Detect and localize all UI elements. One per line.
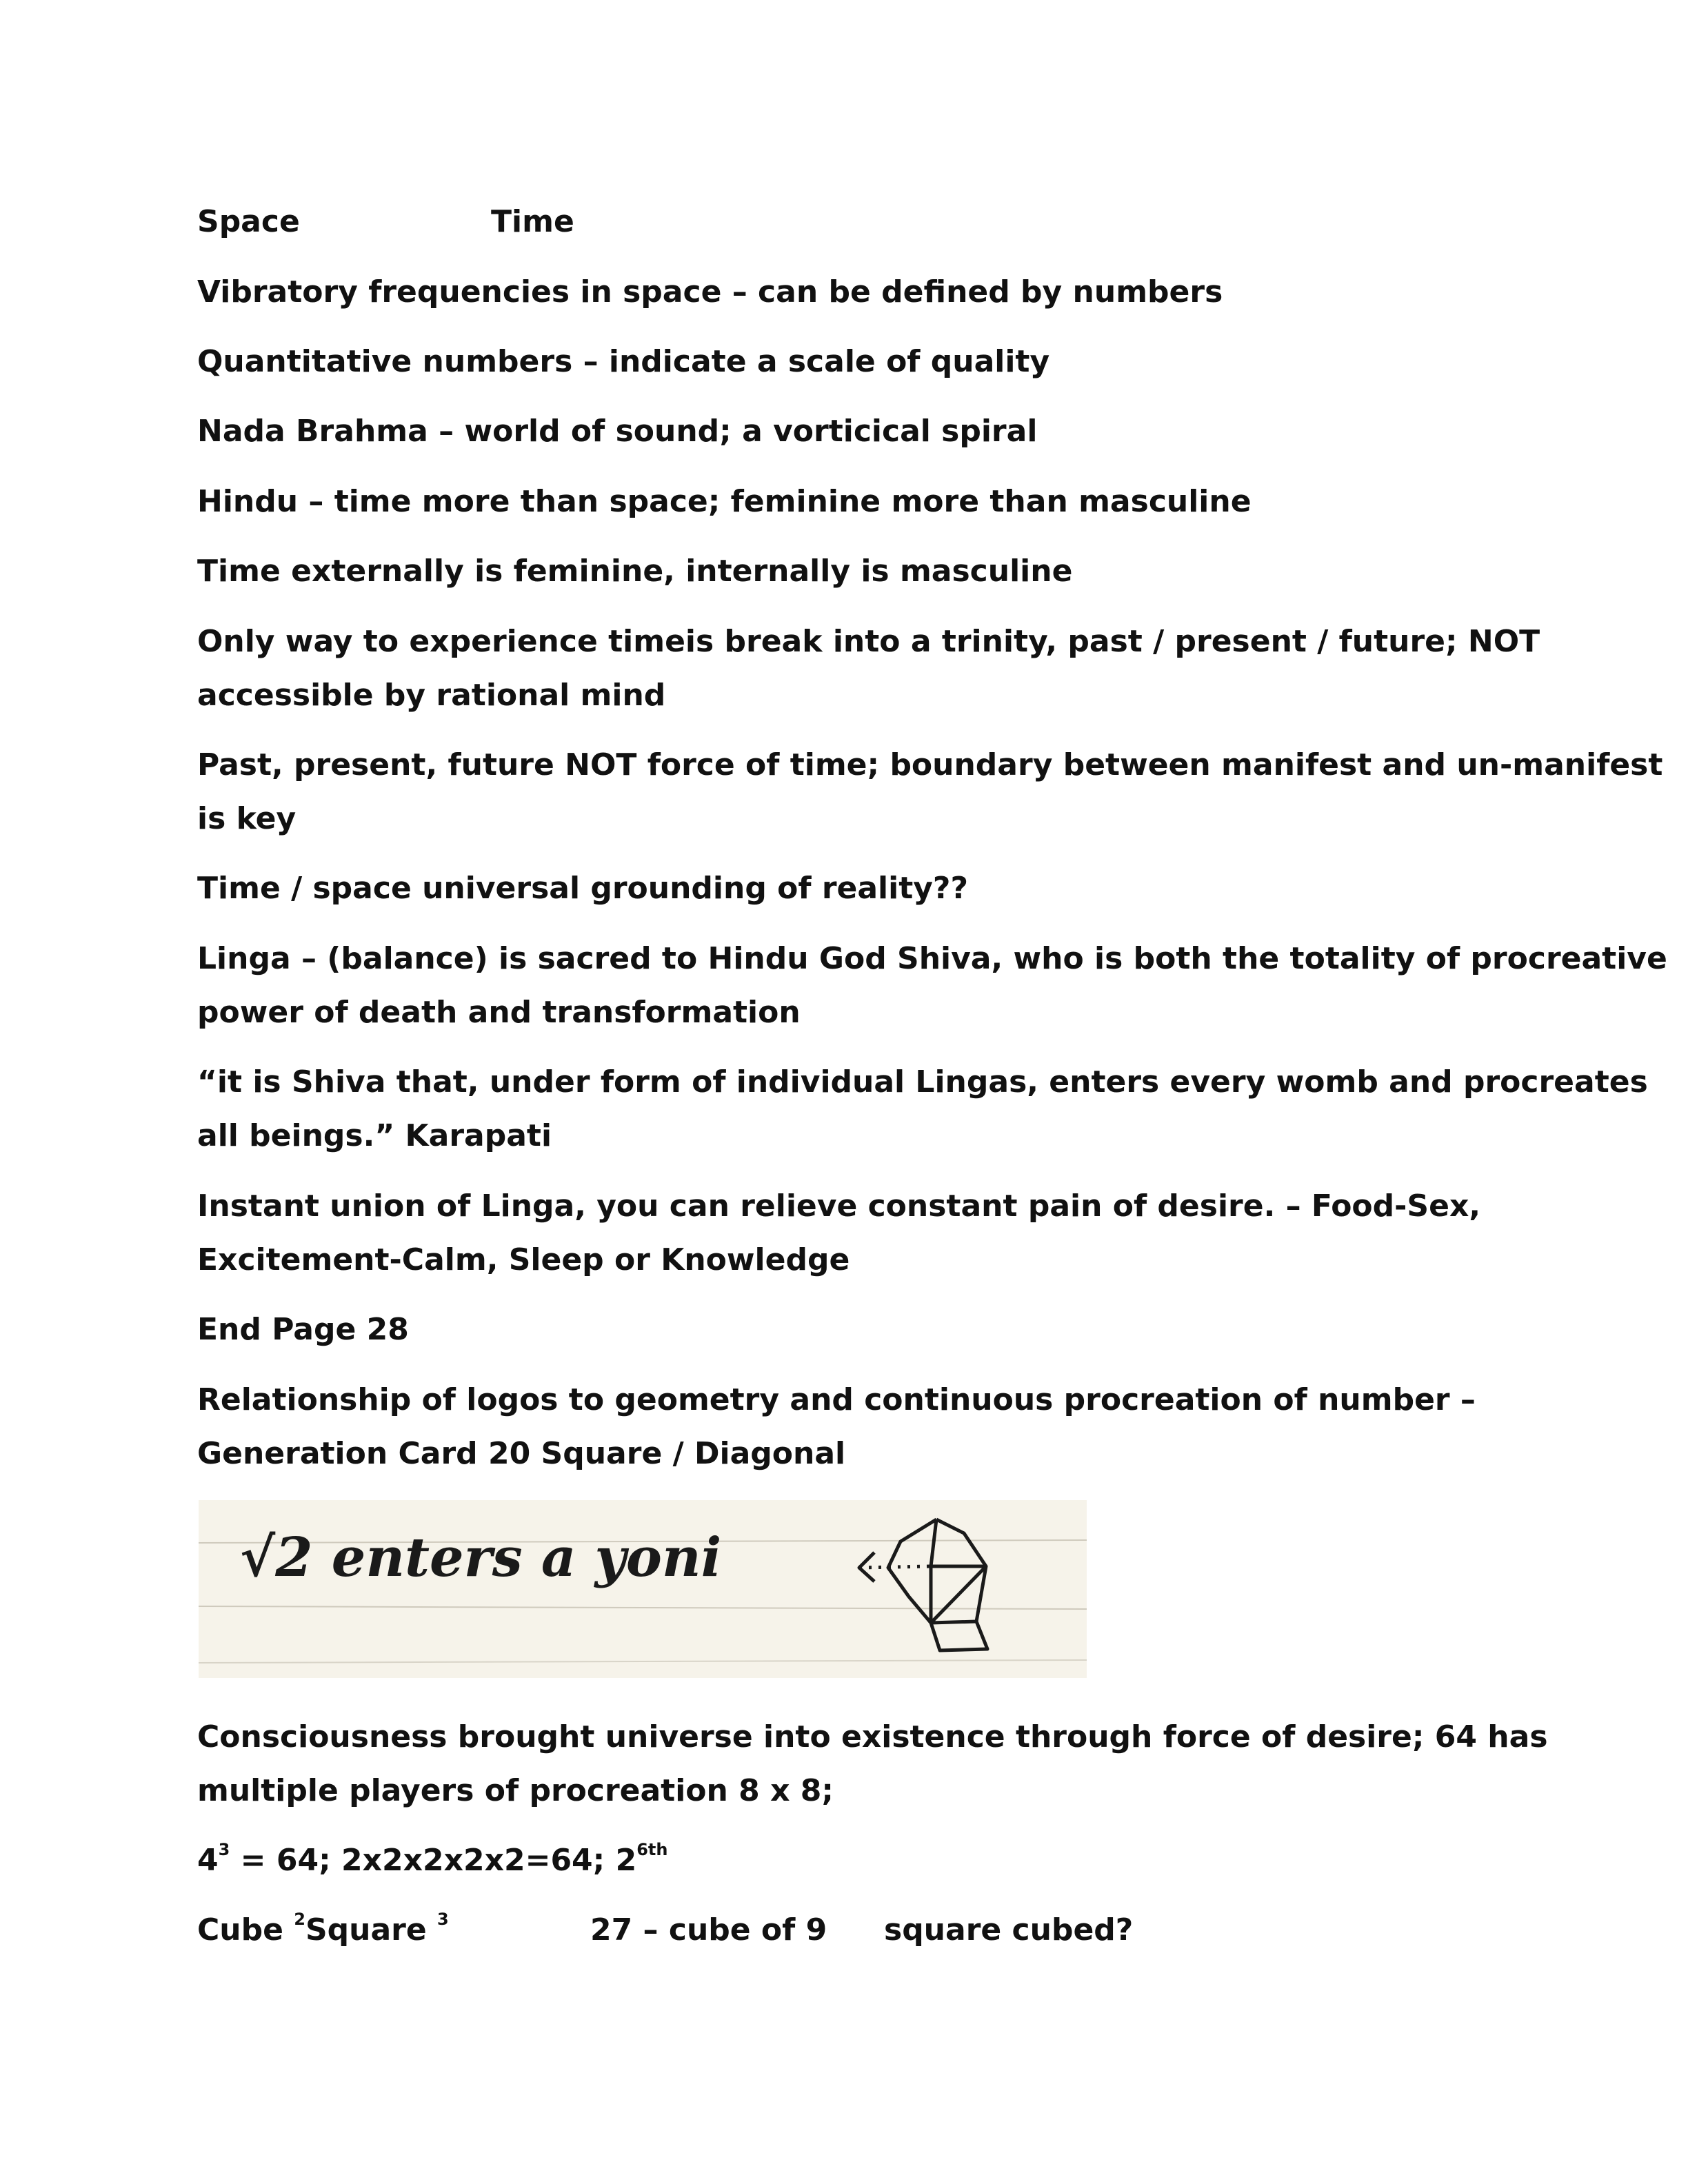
text-line: Excitement-Calm, Sleep or Knowledge	[197, 1242, 850, 1277]
text-line: Time / space universal grounding of reality??	[197, 871, 968, 906]
cube-exponent: 2	[294, 1910, 305, 1929]
end-page-marker: End Page 28	[197, 1312, 409, 1347]
handwritten-note: √2 enters a yoni	[240, 1526, 722, 1589]
text-line: Generation Card 20 Square / Diagonal	[197, 1436, 846, 1471]
text-line: Past, present, future NOT force of time; boundary between manifest and un-manifest	[197, 747, 1663, 782]
heading-time: Time	[491, 204, 574, 239]
text-line: Hindu – time more than space; feminine more than masculine	[197, 484, 1252, 519]
cube-square-line	[197, 1910, 449, 1948]
text-line: power of death and transformation	[197, 995, 801, 1030]
powers-line	[197, 1840, 668, 1878]
text-line: Instant union of Linga, you can relieve constant pain of desire. – Food-Sex,	[197, 1189, 1481, 1224]
text-line: Linga – (balance) is sacred to Hindu God Shiva, who is both the totality of procreative	[197, 941, 1667, 976]
text-line: “it is Shiva that, under form of individual Lingas, enters every womb and procreates	[197, 1064, 1648, 1100]
text-line: Vibratory frequencies in space – can be defined by numbers	[197, 274, 1223, 310]
cube-of-nine-text: 27 – cube of 9	[590, 1912, 827, 1948]
text-line: is key	[197, 801, 297, 836]
text-line: accessible by rational mind	[197, 678, 666, 713]
heading-space: Space	[197, 204, 300, 239]
text-line: Only way to experience timeis break into a trinity, past / present / future; NOT	[197, 624, 1540, 659]
power-base: 4	[197, 1843, 219, 1878]
square-exponent: 3	[437, 1910, 449, 1929]
text-line: Time externally is feminine, internally is masculine	[197, 554, 1073, 589]
power-text: = 64; 2x2x2x2x2=64; 2	[230, 1843, 637, 1878]
text-line: Nada Brahma – world of sound; a vorticical spiral	[197, 414, 1038, 449]
square-label: Square	[305, 1912, 438, 1948]
text-line: multiple players of procreation 8 x 8;	[197, 1773, 834, 1808]
text-line: Consciousness brought universe into existence through force of desire; 64 has	[197, 1719, 1548, 1755]
square-diagonal-sketch-icon	[859, 1519, 987, 1650]
text-line: all beings.” Karapati	[197, 1118, 552, 1153]
text-line: Relationship of logos to geometry and continuous procreation of number –	[197, 1382, 1476, 1417]
power-exponent: 6th	[636, 1840, 668, 1859]
power-exponent: 3	[218, 1840, 230, 1859]
cube-label: Cube	[197, 1912, 294, 1948]
text-line: Quantitative numbers – indicate a scale of quality	[197, 344, 1050, 379]
handwritten-sketch-image	[199, 1500, 1087, 1678]
square-cubed-text: square cubed?	[884, 1912, 1134, 1948]
